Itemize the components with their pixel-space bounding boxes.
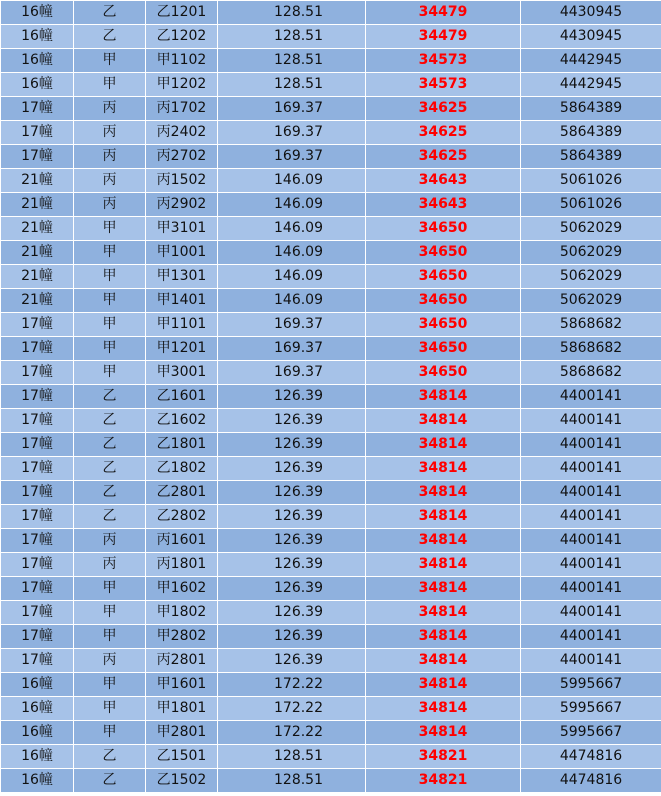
total-price-cell: 5061026 [521, 193, 661, 217]
table-row [1, 289, 661, 313]
unit-cell: 甲 [74, 361, 146, 385]
unit-price-cell: 34650 [366, 241, 521, 265]
building-cell: 17幢 [1, 481, 74, 505]
building-cell: 16幢 [1, 49, 74, 73]
total-price-cell: 5995667 [521, 673, 661, 697]
table-row [1, 625, 661, 649]
unit-cell: 乙 [74, 409, 146, 433]
room-cell: 乙1501 [146, 745, 218, 769]
unit-price-cell: 34821 [366, 745, 521, 769]
unit-price-cell: 34814 [366, 505, 521, 529]
room-cell: 甲1602 [146, 577, 218, 601]
table-row [1, 193, 661, 217]
unit-cell: 甲 [74, 721, 146, 745]
total-price-cell: 4400141 [521, 649, 661, 673]
area-cell: 172.22 [218, 697, 366, 721]
room-cell: 乙1201 [146, 1, 218, 25]
unit-price-cell: 34573 [366, 73, 521, 97]
unit-cell: 丙 [74, 553, 146, 577]
unit-price-cell: 34814 [366, 673, 521, 697]
room-cell: 丙1801 [146, 553, 218, 577]
table-row [1, 49, 661, 73]
room-cell: 丙2902 [146, 193, 218, 217]
area-cell: 172.22 [218, 673, 366, 697]
unit-cell: 甲 [74, 601, 146, 625]
unit-cell: 丙 [74, 649, 146, 673]
room-cell: 甲3001 [146, 361, 218, 385]
unit-cell: 甲 [74, 313, 146, 337]
unit-cell: 甲 [74, 673, 146, 697]
area-cell: 128.51 [218, 49, 366, 73]
room-cell: 乙1601 [146, 385, 218, 409]
total-price-cell: 4400141 [521, 481, 661, 505]
table-row [1, 121, 661, 145]
unit-price-cell: 34821 [366, 769, 521, 793]
building-cell: 17幢 [1, 529, 74, 553]
table-row [1, 481, 661, 505]
room-cell: 丙1702 [146, 97, 218, 121]
table-row [1, 313, 661, 337]
area-cell: 126.39 [218, 577, 366, 601]
unit-price-cell: 34814 [366, 529, 521, 553]
unit-price-cell: 34814 [366, 601, 521, 625]
total-price-cell: 5061026 [521, 169, 661, 193]
unit-cell: 丙 [74, 193, 146, 217]
room-cell: 乙1801 [146, 433, 218, 457]
area-cell: 169.37 [218, 361, 366, 385]
unit-cell: 乙 [74, 457, 146, 481]
area-cell: 146.09 [218, 289, 366, 313]
total-price-cell: 5864389 [521, 145, 661, 169]
total-price-cell: 5062029 [521, 217, 661, 241]
unit-cell: 甲 [74, 265, 146, 289]
unit-cell: 甲 [74, 241, 146, 265]
building-cell: 17幢 [1, 409, 74, 433]
unit-cell: 甲 [74, 625, 146, 649]
table-row [1, 217, 661, 241]
total-price-cell: 5868682 [521, 313, 661, 337]
total-price-cell: 4400141 [521, 553, 661, 577]
area-cell: 146.09 [218, 241, 366, 265]
total-price-cell: 5995667 [521, 721, 661, 745]
room-cell: 乙1502 [146, 769, 218, 793]
area-cell: 128.51 [218, 745, 366, 769]
area-cell: 128.51 [218, 73, 366, 97]
unit-price-cell: 34814 [366, 433, 521, 457]
total-price-cell: 4400141 [521, 577, 661, 601]
total-price-cell: 5864389 [521, 121, 661, 145]
total-price-cell: 4400141 [521, 505, 661, 529]
area-cell: 126.39 [218, 553, 366, 577]
room-cell: 丙2402 [146, 121, 218, 145]
room-cell: 乙1802 [146, 457, 218, 481]
room-cell: 丙2801 [146, 649, 218, 673]
table-row [1, 385, 661, 409]
total-price-cell: 4474816 [521, 745, 661, 769]
unit-price-cell: 34650 [366, 265, 521, 289]
total-price-cell: 5062029 [521, 289, 661, 313]
room-cell: 甲1001 [146, 241, 218, 265]
room-cell: 乙1202 [146, 25, 218, 49]
building-cell: 16幢 [1, 721, 74, 745]
room-cell: 甲2802 [146, 625, 218, 649]
room-cell: 乙2801 [146, 481, 218, 505]
unit-cell: 甲 [74, 73, 146, 97]
unit-cell: 乙 [74, 481, 146, 505]
total-price-cell: 4400141 [521, 625, 661, 649]
building-cell: 21幢 [1, 265, 74, 289]
area-cell: 126.39 [218, 505, 366, 529]
unit-price-cell: 34650 [366, 217, 521, 241]
area-cell: 169.37 [218, 145, 366, 169]
room-cell: 甲1802 [146, 601, 218, 625]
unit-price-cell: 34814 [366, 577, 521, 601]
unit-price-cell: 34643 [366, 169, 521, 193]
area-cell: 146.09 [218, 193, 366, 217]
unit-price-cell: 34643 [366, 193, 521, 217]
area-cell: 128.51 [218, 1, 366, 25]
building-cell: 16幢 [1, 745, 74, 769]
unit-cell: 甲 [74, 337, 146, 361]
room-cell: 丙1601 [146, 529, 218, 553]
table-row [1, 457, 661, 481]
unit-cell: 甲 [74, 49, 146, 73]
table-row [1, 73, 661, 97]
table-row [1, 265, 661, 289]
unit-price-cell: 34814 [366, 481, 521, 505]
building-cell: 21幢 [1, 241, 74, 265]
unit-cell: 甲 [74, 217, 146, 241]
unit-price-cell: 34814 [366, 625, 521, 649]
area-cell: 126.39 [218, 409, 366, 433]
area-cell: 128.51 [218, 769, 366, 793]
building-cell: 17幢 [1, 553, 74, 577]
building-cell: 17幢 [1, 457, 74, 481]
room-cell: 乙2802 [146, 505, 218, 529]
table-row [1, 601, 661, 625]
building-cell: 16幢 [1, 769, 74, 793]
total-price-cell: 5868682 [521, 337, 661, 361]
table-row [1, 25, 661, 49]
building-cell: 21幢 [1, 289, 74, 313]
unit-cell: 乙 [74, 745, 146, 769]
area-cell: 126.39 [218, 433, 366, 457]
total-price-cell: 4400141 [521, 385, 661, 409]
area-cell: 169.37 [218, 337, 366, 361]
building-cell: 16幢 [1, 673, 74, 697]
unit-cell: 乙 [74, 1, 146, 25]
building-cell: 17幢 [1, 649, 74, 673]
table-row [1, 745, 661, 769]
building-cell: 16幢 [1, 25, 74, 49]
room-cell: 甲2801 [146, 721, 218, 745]
room-cell: 丙1502 [146, 169, 218, 193]
room-cell: 甲1201 [146, 337, 218, 361]
unit-cell: 丙 [74, 529, 146, 553]
unit-price-cell: 34625 [366, 145, 521, 169]
table-row [1, 553, 661, 577]
area-cell: 126.39 [218, 481, 366, 505]
area-cell: 146.09 [218, 265, 366, 289]
unit-price-cell: 34479 [366, 25, 521, 49]
area-cell: 146.09 [218, 217, 366, 241]
room-cell: 乙1602 [146, 409, 218, 433]
unit-price-cell: 34650 [366, 361, 521, 385]
price-table-body [1, 1, 661, 793]
room-cell: 甲1102 [146, 49, 218, 73]
total-price-cell: 4430945 [521, 25, 661, 49]
unit-price-cell: 34814 [366, 457, 521, 481]
unit-price-cell: 34814 [366, 649, 521, 673]
building-cell: 17幢 [1, 97, 74, 121]
room-cell: 甲1301 [146, 265, 218, 289]
unit-cell: 丙 [74, 145, 146, 169]
room-cell: 甲3101 [146, 217, 218, 241]
building-cell: 17幢 [1, 121, 74, 145]
table-row [1, 241, 661, 265]
unit-price-cell: 34814 [366, 409, 521, 433]
unit-price-cell: 34573 [366, 49, 521, 73]
total-price-cell: 4474816 [521, 769, 661, 793]
table-row [1, 169, 661, 193]
area-cell: 126.39 [218, 529, 366, 553]
area-cell: 126.39 [218, 457, 366, 481]
unit-cell: 甲 [74, 697, 146, 721]
unit-cell: 乙 [74, 769, 146, 793]
area-cell: 126.39 [218, 649, 366, 673]
table-row [1, 361, 661, 385]
area-cell: 126.39 [218, 385, 366, 409]
total-price-cell: 5062029 [521, 241, 661, 265]
table-row [1, 337, 661, 361]
total-price-cell: 5868682 [521, 361, 661, 385]
table-row [1, 97, 661, 121]
unit-price-cell: 34814 [366, 385, 521, 409]
total-price-cell: 4430945 [521, 1, 661, 25]
table-row [1, 409, 661, 433]
building-cell: 17幢 [1, 577, 74, 601]
room-cell: 甲1101 [146, 313, 218, 337]
total-price-cell: 4400141 [521, 601, 661, 625]
building-cell: 21幢 [1, 193, 74, 217]
building-cell: 17幢 [1, 337, 74, 361]
table-row [1, 721, 661, 745]
building-cell: 16幢 [1, 1, 74, 25]
total-price-cell: 4442945 [521, 49, 661, 73]
unit-price-cell: 34479 [366, 1, 521, 25]
total-price-cell: 5062029 [521, 265, 661, 289]
table-row [1, 1, 661, 25]
building-cell: 17幢 [1, 313, 74, 337]
unit-cell: 乙 [74, 385, 146, 409]
unit-cell: 乙 [74, 433, 146, 457]
total-price-cell: 4400141 [521, 409, 661, 433]
building-cell: 17幢 [1, 625, 74, 649]
building-cell: 16幢 [1, 73, 74, 97]
table-row [1, 673, 661, 697]
unit-price-cell: 34625 [366, 121, 521, 145]
total-price-cell: 4400141 [521, 529, 661, 553]
building-cell: 21幢 [1, 217, 74, 241]
unit-cell: 丙 [74, 121, 146, 145]
area-cell: 169.37 [218, 97, 366, 121]
table-row [1, 577, 661, 601]
room-cell: 甲1601 [146, 673, 218, 697]
table-row [1, 697, 661, 721]
building-cell: 21幢 [1, 169, 74, 193]
unit-cell: 甲 [74, 577, 146, 601]
area-cell: 172.22 [218, 721, 366, 745]
unit-price-cell: 34814 [366, 721, 521, 745]
building-cell: 17幢 [1, 385, 74, 409]
total-price-cell: 5864389 [521, 97, 661, 121]
unit-cell: 乙 [74, 25, 146, 49]
area-cell: 146.09 [218, 169, 366, 193]
unit-cell: 丙 [74, 97, 146, 121]
area-cell: 169.37 [218, 121, 366, 145]
room-cell: 甲1202 [146, 73, 218, 97]
area-cell: 126.39 [218, 625, 366, 649]
table-row [1, 529, 661, 553]
unit-price-cell: 34650 [366, 289, 521, 313]
room-cell: 丙2702 [146, 145, 218, 169]
unit-price-cell: 34625 [366, 97, 521, 121]
area-cell: 169.37 [218, 313, 366, 337]
unit-price-cell: 34814 [366, 553, 521, 577]
table-row [1, 505, 661, 529]
table-row [1, 769, 661, 793]
total-price-cell: 4400141 [521, 433, 661, 457]
table-row [1, 145, 661, 169]
area-cell: 126.39 [218, 601, 366, 625]
unit-cell: 乙 [74, 505, 146, 529]
total-price-cell: 4400141 [521, 457, 661, 481]
table-row [1, 649, 661, 673]
table-row [1, 433, 661, 457]
building-cell: 17幢 [1, 145, 74, 169]
unit-price-cell: 34814 [366, 697, 521, 721]
room-cell: 甲1801 [146, 697, 218, 721]
total-price-cell: 5995667 [521, 697, 661, 721]
building-cell: 16幢 [1, 697, 74, 721]
total-price-cell: 4442945 [521, 73, 661, 97]
building-cell: 17幢 [1, 433, 74, 457]
unit-cell: 甲 [74, 289, 146, 313]
unit-price-cell: 34650 [366, 313, 521, 337]
unit-price-cell: 34650 [366, 337, 521, 361]
building-cell: 17幢 [1, 601, 74, 625]
area-cell: 128.51 [218, 25, 366, 49]
room-cell: 甲1401 [146, 289, 218, 313]
building-cell: 17幢 [1, 505, 74, 529]
unit-cell: 丙 [74, 169, 146, 193]
building-cell: 17幢 [1, 361, 74, 385]
